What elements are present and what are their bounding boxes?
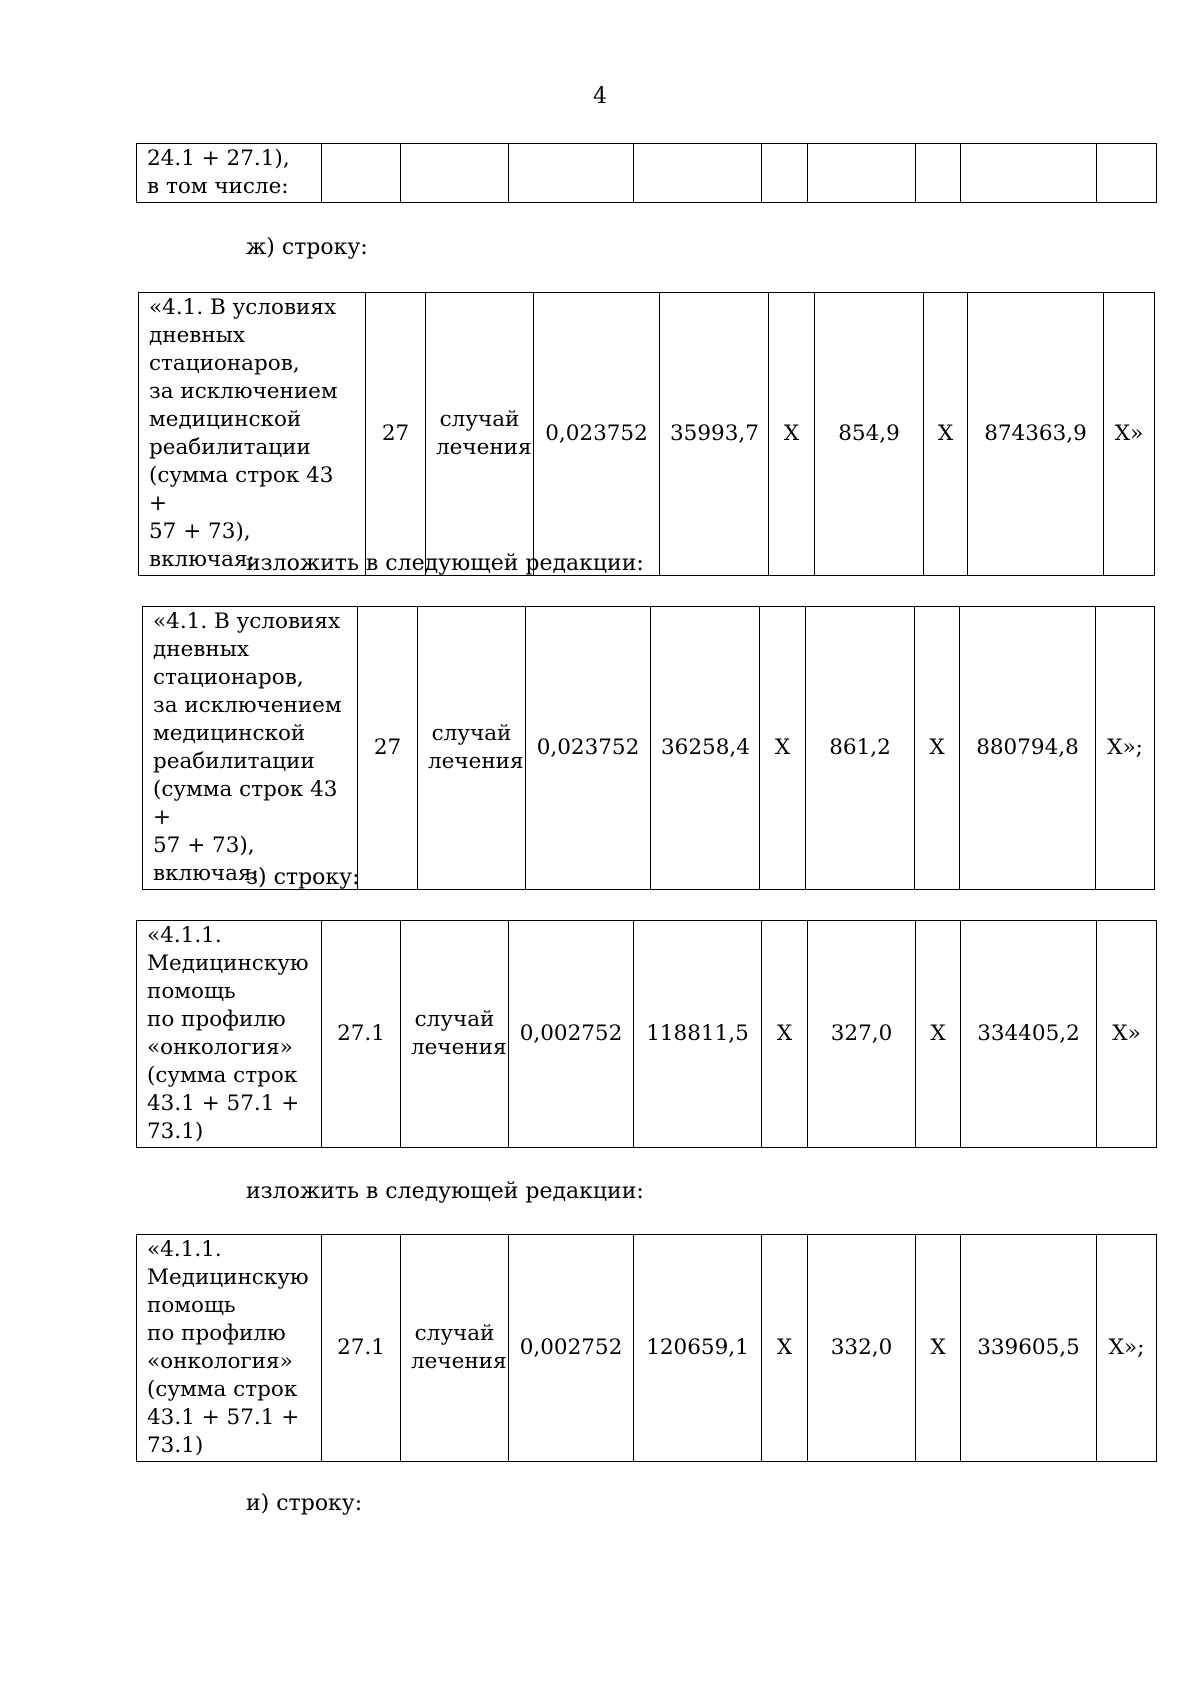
row-name-cell: 24.1 + 27.1), в том числе: bbox=[137, 144, 322, 203]
table-row bbox=[137, 921, 1157, 1148]
table-row bbox=[137, 144, 1157, 203]
value-cell: Х»; bbox=[1097, 1235, 1157, 1462]
value-cell: 118811,5 bbox=[634, 921, 762, 1148]
unit-cell: случай лечения bbox=[418, 607, 526, 890]
code-cell bbox=[322, 144, 401, 203]
unit-cell: случай лечения bbox=[426, 293, 534, 576]
value-cell: 854,9 bbox=[815, 293, 924, 576]
paragraph-redaction-1: изложить в следующей редакции: bbox=[246, 551, 644, 576]
table-row-4-1-1-old bbox=[136, 920, 1157, 1148]
value-cell: 861,2 bbox=[806, 607, 915, 890]
value-cell: 120659,1 bbox=[634, 1235, 762, 1462]
value-cell: Х bbox=[924, 293, 968, 576]
value-cell: Х»; bbox=[1096, 607, 1155, 890]
value-cell: Х bbox=[760, 607, 806, 890]
value-cell: 35993,7 bbox=[660, 293, 769, 576]
paragraph-zh: ж) строку: bbox=[246, 235, 368, 260]
value-cell: Х bbox=[915, 607, 960, 890]
table-row-4-1-old bbox=[138, 292, 1155, 576]
paragraph-z: з) строку: bbox=[246, 865, 360, 890]
value-cell bbox=[916, 144, 961, 203]
value-cell: 0,002752 bbox=[509, 921, 634, 1148]
table-row bbox=[139, 293, 1155, 576]
value-cell: Х bbox=[916, 1235, 961, 1462]
paragraph-i: и) строку: bbox=[246, 1491, 363, 1516]
table-row-4-1-1-new bbox=[136, 1234, 1157, 1462]
unit-cell: случай лечения bbox=[401, 1235, 509, 1462]
value-cell: 332,0 bbox=[808, 1235, 916, 1462]
value-cell: Х bbox=[762, 921, 808, 1148]
table-row-4-1-new bbox=[142, 606, 1155, 890]
value-cell: 0,023752 bbox=[534, 293, 660, 576]
code-cell: 27.1 bbox=[322, 1235, 401, 1462]
value-cell: 874363,9 bbox=[968, 293, 1104, 576]
value-cell: 0,002752 bbox=[509, 1235, 634, 1462]
value-cell bbox=[762, 144, 808, 203]
table-top-fragment bbox=[136, 143, 1157, 203]
code-cell: 27 bbox=[358, 607, 418, 890]
value-cell: Х» bbox=[1097, 921, 1157, 1148]
row-name-cell: «4.1. В условиях дневных стационаров, за исключением медицинской реабилитации (сумма строк 43 + 57 + 73), включая: bbox=[139, 293, 366, 576]
value-cell: 339605,5 bbox=[961, 1235, 1097, 1462]
value-cell: 36258,4 bbox=[651, 607, 760, 890]
paragraph-redaction-2: изложить в следующей редакции: bbox=[246, 1179, 644, 1204]
value-cell bbox=[961, 144, 1097, 203]
code-cell: 27.1 bbox=[322, 921, 401, 1148]
table-row bbox=[143, 607, 1155, 890]
value-cell: Х» bbox=[1104, 293, 1155, 576]
row-name-cell: «4.1. В условиях дневных стационаров, за исключением медицинской реабилитации (сумма строк 43 + 57 + 73), включая: bbox=[143, 607, 358, 890]
value-cell: 327,0 bbox=[808, 921, 916, 1148]
value-cell: Х bbox=[762, 1235, 808, 1462]
row-name-cell: «4.1.1. Медицинскую помощь по профилю «онкология» (сумма строк 43.1 + 57.1 + 73.1) bbox=[137, 921, 322, 1148]
value-cell bbox=[1097, 144, 1157, 203]
value-cell: 880794,8 bbox=[960, 607, 1096, 890]
page-number: 4 bbox=[593, 84, 607, 109]
table-row bbox=[137, 1235, 1157, 1462]
unit-cell: случай лечения bbox=[401, 921, 509, 1148]
value-cell: 334405,2 bbox=[961, 921, 1097, 1148]
value-cell: Х bbox=[916, 921, 961, 1148]
code-cell: 27 bbox=[366, 293, 426, 576]
value-cell: 0,023752 bbox=[526, 607, 651, 890]
value-cell bbox=[808, 144, 916, 203]
unit-cell bbox=[401, 144, 509, 203]
row-name-cell: «4.1.1. Медицинскую помощь по профилю «онкология» (сумма строк 43.1 + 57.1 + 73.1) bbox=[137, 1235, 322, 1462]
value-cell bbox=[509, 144, 634, 203]
value-cell: Х bbox=[769, 293, 815, 576]
value-cell bbox=[634, 144, 762, 203]
